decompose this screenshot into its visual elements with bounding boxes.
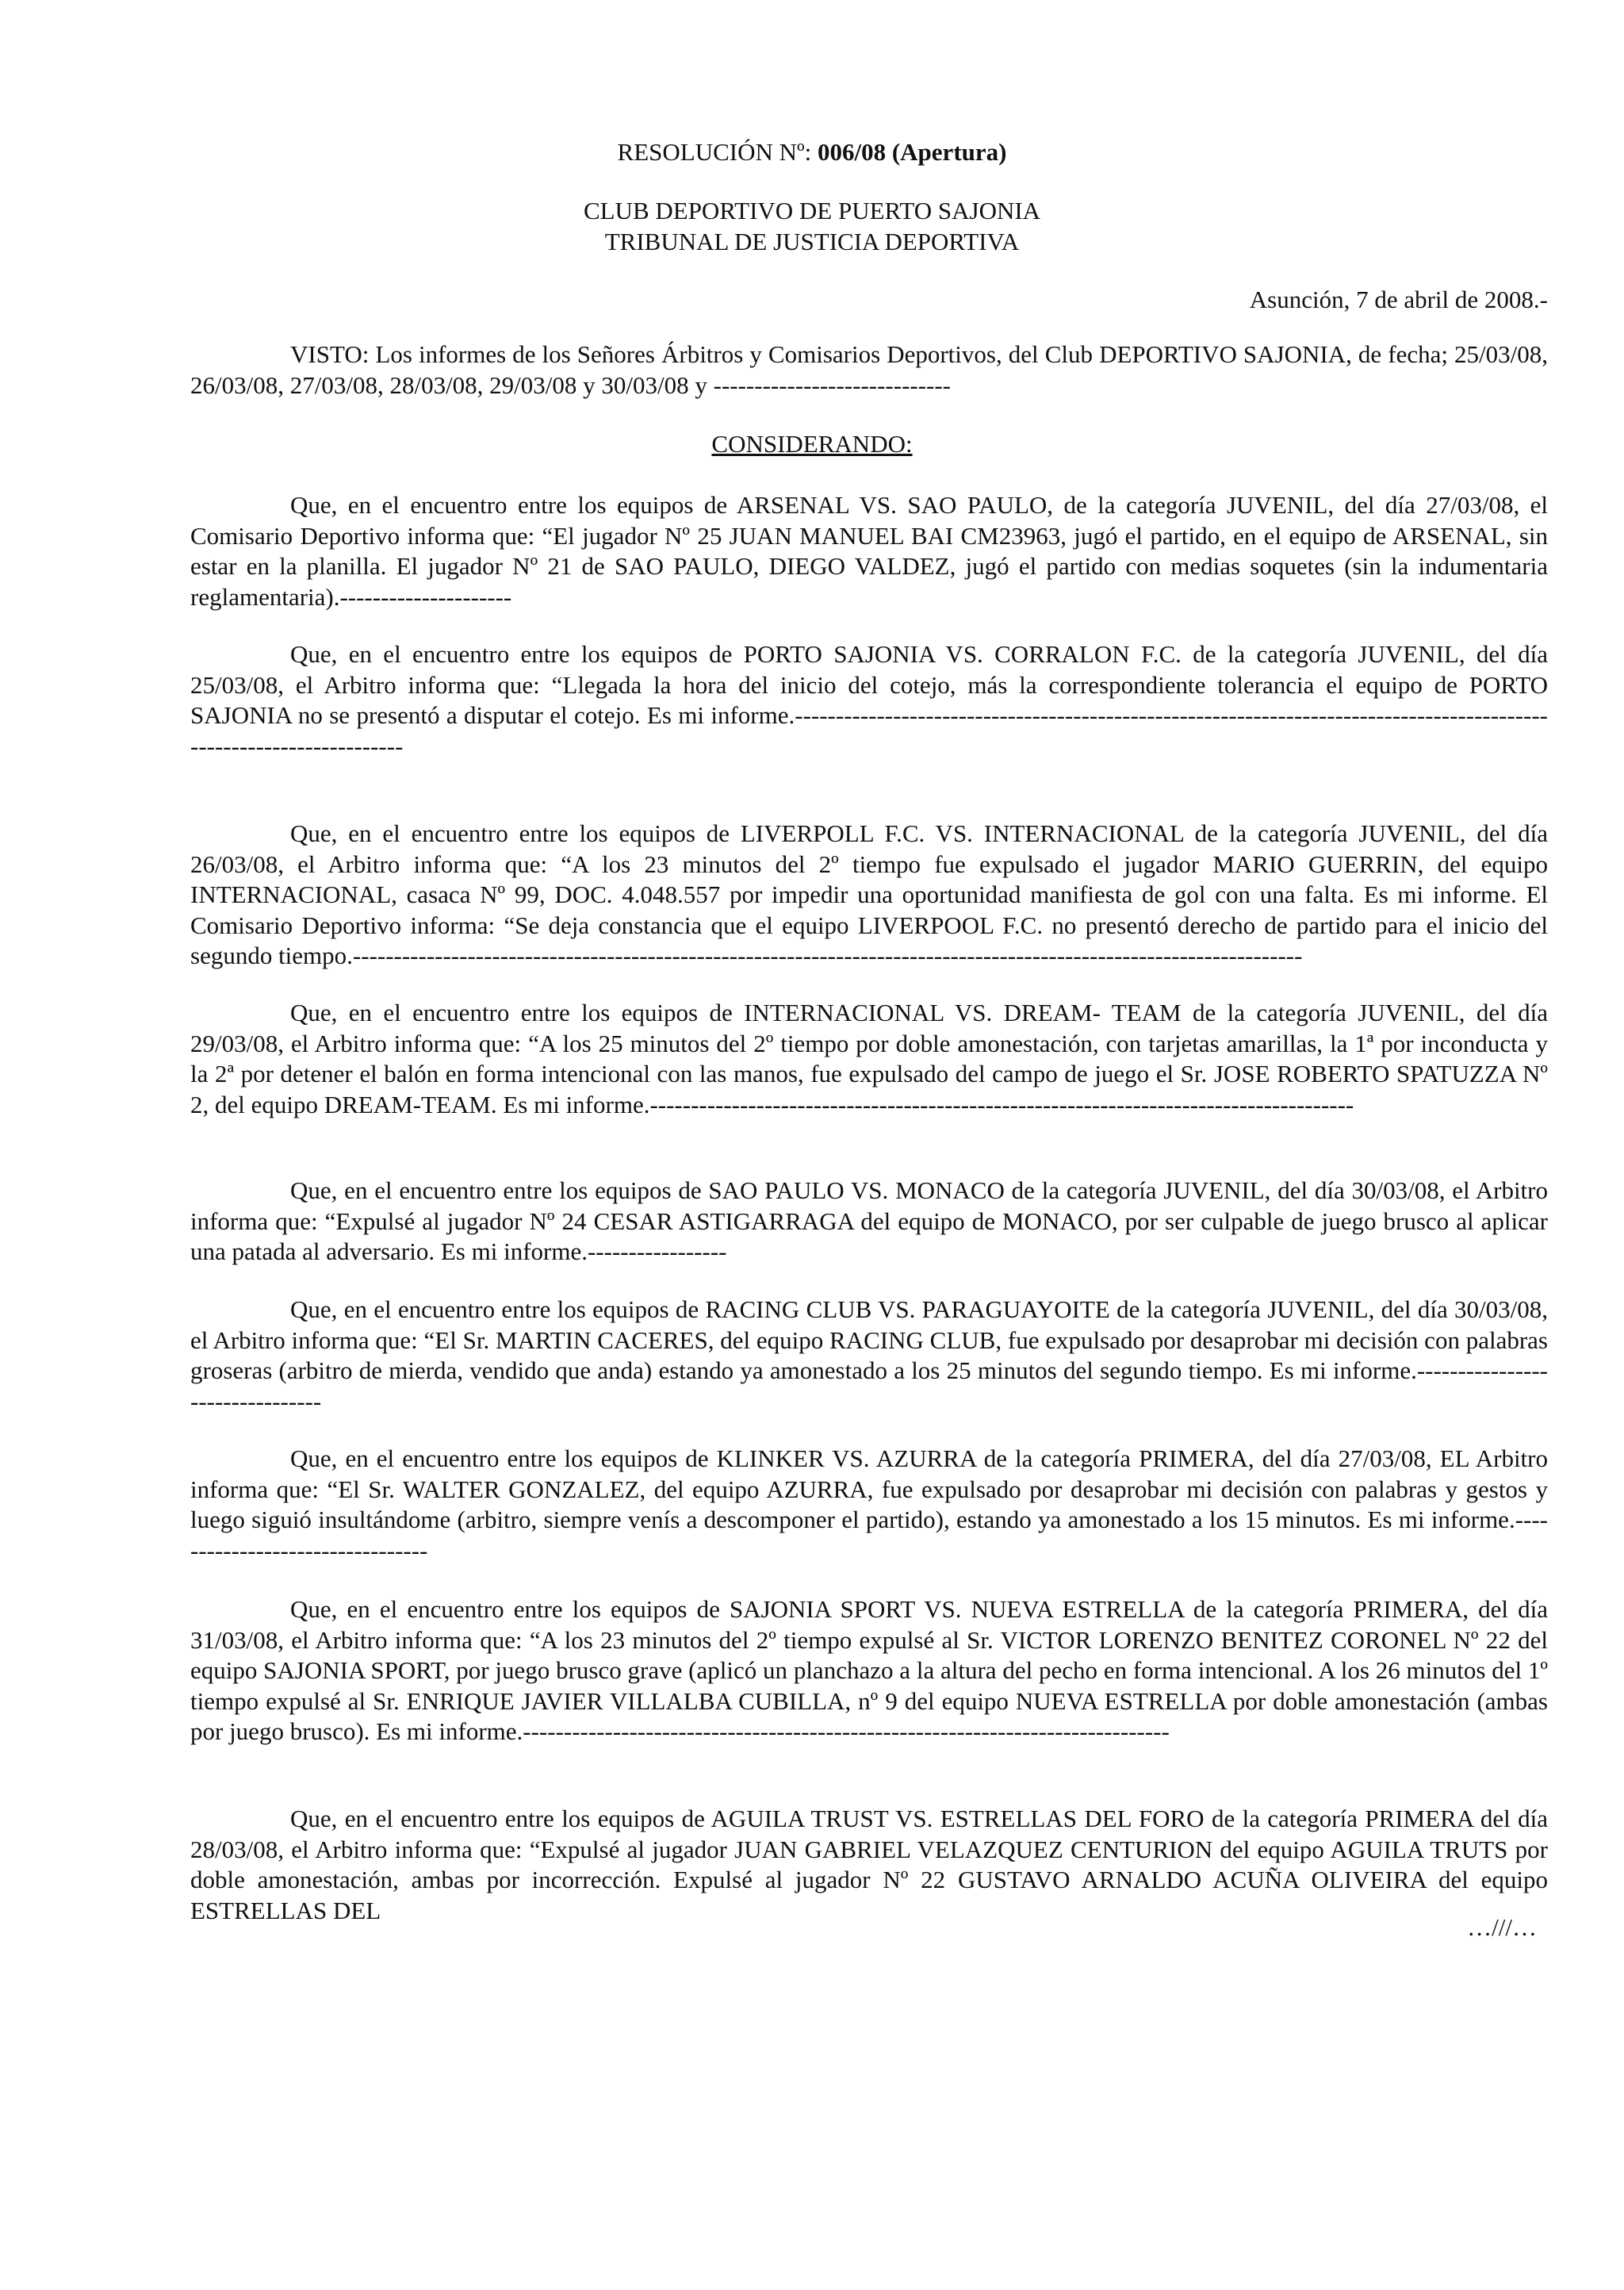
resolution-number: 006/08 (Apertura)	[817, 138, 1007, 166]
continuation-mark: …///…	[1467, 1913, 1537, 1941]
visto-text: VISTO: Los informes de los Señores Árbitros y Comisarios Deportivos, del Club DEPORTIVO SAJONIA, de fecha; 25/03/08, 26/03/08, 27/03/08, 28/03/08, 29/03/08 y 30/03/08 y -----------------------------	[190, 340, 1548, 399]
paragraph	[190, 1594, 1548, 1747]
organization-name: CLUB DEPORTIVO DE PUERTO SAJONIA	[583, 197, 1041, 224]
paragraph	[190, 1444, 1548, 1566]
paragraph-text: Que, en el encuentro entre los equipos de PORTO SAJONIA VS. CORRALON F.C. de la categoría JUVENIL, del día 25/03/08, el Arbitro informa que: “Llegada la hora del inicio del cotejo, más la correspondiente tolerancia el equipo de PORTO SAJONIA no se presentó a disputar el cotejo. Es mi informe.----------------------------------------------------------------------------------------------------------------------	[190, 640, 1548, 760]
paragraph	[190, 639, 1548, 761]
paragraph-text: Que, en el encuentro entre los equipos de LIVERPOLL F.C. VS. INTERNACIONAL de la categoría JUVENIL, del día 26/03/08, el Arbitro informa que: “A los 23 minutos del 2º tiempo fue expulsado el jugador MARIO GUERRIN, del equipo INTERNACIONAL, casaca Nº 99, DOC. 4.048.557 por impedir una oportunidad manifiesta de gol con una falta. Es mi informe. El Comisario Deportivo informa: “Se deja constancia que el equipo LIVERPOOL F.C. no presentó derecho de partido para el inicio del segundo tiempo.--------------------------------------------------------------------------------------------------------------------	[190, 819, 1548, 969]
paragraph-text: Que, en el encuentro entre los equipos de ARSENAL VS. SAO PAULO, de la categoría JUVENIL, del día 27/03/08, el Comisario Deportivo informa que: “El jugador Nº 25 JUAN MANUEL BAI CM23963, jugó el partido, en el equipo de ARSENAL, sin estar en la planilla. El jugador Nº 21 de SAO PAULO, DIEGO VALDEZ, jugó el partido con medias soquetes (sin la indumentaria reglamentaria).---------------------	[190, 491, 1548, 611]
visto-paragraph	[190, 339, 1548, 401]
paragraph-text: Que, en el encuentro entre los equipos de SAO PAULO VS. MONACO de la categoría JUVENIL, del día 30/03/08, el Arbitro informa que: “Expulsé al jugador Nº 24 CESAR ASTIGARRAGA del equipo de MONACO, por ser culpable de juego brusco al aplicar una patada al adversario. Es mi informe.-----------------	[190, 1176, 1548, 1265]
considerando-text: CONSIDERANDO:	[711, 430, 913, 458]
paragraph	[190, 1295, 1548, 1417]
paragraph-text: Que, en el encuentro entre los equipos de AGUILA TRUST VS. ESTRELLAS DEL FORO de la categoría PRIMERA del día 28/03/08, el Arbitro informa que: “Expulsé al jugador JUAN GABRIEL VELAZQUEZ CENTURION del equipo AGUILA TRUTS por doble amonestación, ambas por incorrección. Expulsé al jugador Nº 22 GUSTAVO ARNALDO ACUÑA OLIVEIRA del equipo ESTRELLAS DEL	[190, 1805, 1548, 1924]
tribunal-name: TRIBUNAL DE JUSTICIA DEPORTIVA	[604, 228, 1020, 255]
paragraph	[190, 819, 1548, 972]
paragraph-text: Que, en el encuentro entre los equipos de KLINKER VS. AZURRA de la categoría PRIMERA, del día 27/03/08, EL Arbitro informa que: “El Sr. WALTER GONZALEZ, del equipo AZURRA, fue expulsado por desaprobar mi decisión con palabras y gestos y luego siguió insultándome (arbitro, siempre venís a descomponer el partido), estando ya amonestado a los 15 minutos. Es mi informe.---------------------------------	[190, 1444, 1548, 1564]
paragraph	[190, 1176, 1548, 1268]
organization-heading	[0, 195, 1624, 257]
paragraph	[190, 1804, 1548, 1926]
paragraph	[190, 998, 1548, 1120]
resolution-title	[0, 136, 1624, 168]
paragraph-text: Que, en el encuentro entre los equipos de INTERNACIONAL VS. DREAM- TEAM de la categoría JUVENIL, del día 29/03/08, el Arbitro informa que: “A los 25 minutos del 2º tiempo por doble amonestación, con tarjetas amarillas, la 1ª por inconducta y la 2ª por detener el balón en forma intencional con las manos, fue expulsado del campo de juego el Sr. JOSE ROBERTO SPATUZZA Nº 2, del equipo DREAM-TEAM. Es mi informe.--------------------------------------------------------------------------------------	[190, 999, 1548, 1118]
paragraph	[190, 490, 1548, 612]
paragraph-text: Que, en el encuentro entre los equipos de SAJONIA SPORT VS. NUEVA ESTRELLA de la categoría PRIMERA, del día 31/03/08, el Arbitro informa que: “A los 23 minutos del 2º tiempo expulsé al Sr. VICTOR LORENZO BENITEZ CORONEL Nº 22 del equipo SAJONIA SPORT, por juego brusco grave (aplicó un planchazo a la altura del pecho en forma intencional. A los 26 minutos del 1º tiempo expulsé al Sr. ENRIQUE JAVIER VILLALBA CUBILLA, nº 9 del equipo NUEVA ESTRELLA por doble amonestación (ambas por juego brusco). Es mi informe.-------------------------------------------------------------------------------	[190, 1595, 1548, 1745]
resolution-title-prefix: RESOLUCIÓN Nº:	[617, 138, 812, 166]
considerando-heading	[0, 428, 1624, 460]
paragraph-text: Que, en el encuentro entre los equipos de RACING CLUB VS. PARAGUAYOITE de la categoría JUVENIL, del día 30/03/08, el Arbitro informa que: “El Sr. MARTIN CACERES, del equipo RACING CLUB, fue expulsado por desaprobar mi decisión con palabras groseras (arbitro de mierda, vendido que anda) estando ya amonestado a los 25 minutos del segundo tiempo. Es mi informe.--------------------------------	[190, 1295, 1548, 1415]
document-date: Asunción, 7 de abril de 2008.-	[1249, 286, 1548, 313]
